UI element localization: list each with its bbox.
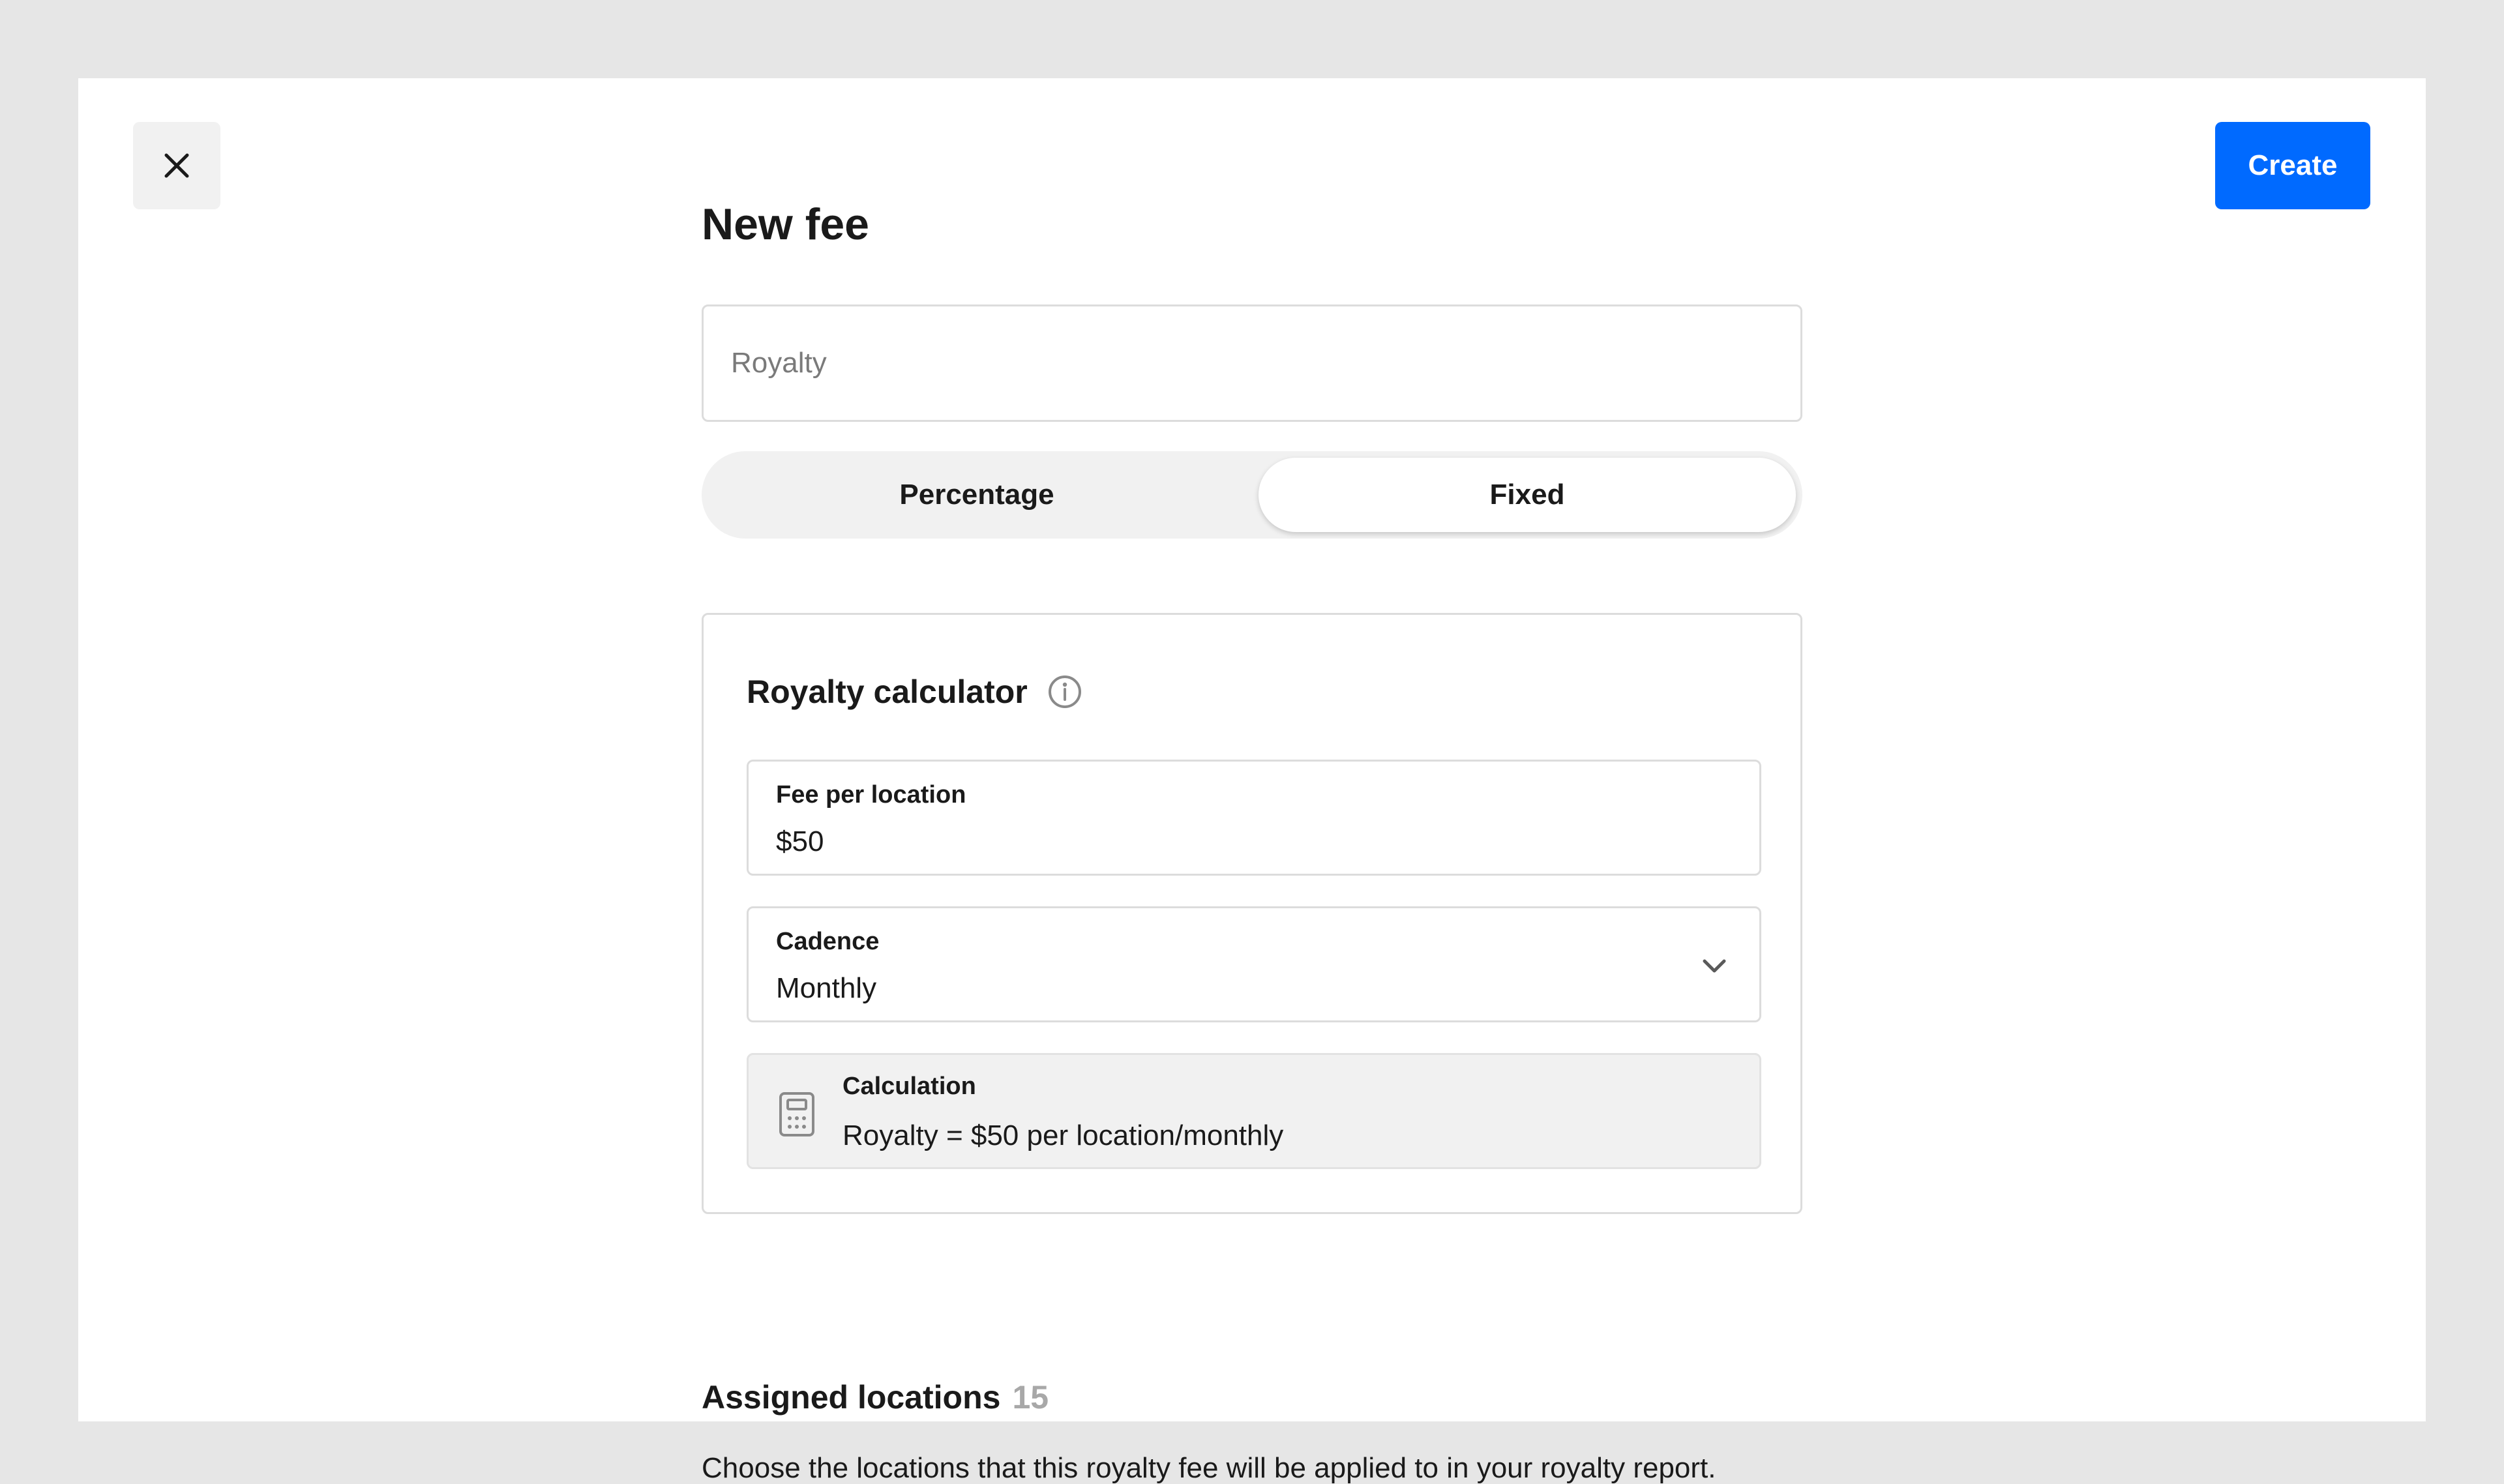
close-button[interactable] bbox=[133, 122, 220, 209]
fee-type-fixed-option[interactable]: Fixed bbox=[1259, 458, 1796, 532]
royalty-calculator-card bbox=[702, 613, 1802, 1214]
calculator-icon bbox=[777, 1091, 816, 1138]
fee-type-toggle bbox=[702, 451, 1802, 539]
fee-name-input[interactable] bbox=[702, 304, 1802, 422]
modal-sheet bbox=[78, 78, 2426, 1484]
royalty-calculator-heading bbox=[747, 673, 1082, 711]
fee-per-location-field[interactable] bbox=[747, 760, 1761, 876]
assigned-locations-description: Choose the locations that this royalty fee will be applied to in your royalty report. bbox=[702, 1452, 1716, 1484]
assigned-locations-title: Assigned locations bbox=[702, 1379, 1001, 1416]
close-icon bbox=[162, 151, 191, 180]
cadence-label: Cadence bbox=[776, 928, 880, 955]
fee-type-percentage-option[interactable]: Percentage bbox=[899, 479, 1054, 511]
assigned-locations-count: 15 bbox=[1012, 1379, 1049, 1416]
fee-per-location-value: $50 bbox=[776, 825, 824, 857]
calculation-summary bbox=[747, 1053, 1761, 1169]
fee-per-location-label: Fee per location bbox=[776, 781, 966, 809]
calculation-label: Calculation bbox=[842, 1073, 976, 1100]
assigned-locations-heading bbox=[702, 1381, 1049, 1414]
page-title: New fee bbox=[702, 200, 869, 249]
info-icon[interactable] bbox=[1047, 674, 1082, 709]
create-button[interactable]: Create bbox=[2215, 122, 2370, 209]
calculation-value: Royalty = $50 per location/monthly bbox=[842, 1120, 1284, 1151]
cadence-value: Monthly bbox=[776, 972, 877, 1004]
chevron-down-icon bbox=[1698, 950, 1731, 983]
royalty-calculator-title: Royalty calculator bbox=[747, 674, 1028, 710]
cadence-select[interactable] bbox=[747, 906, 1761, 1022]
